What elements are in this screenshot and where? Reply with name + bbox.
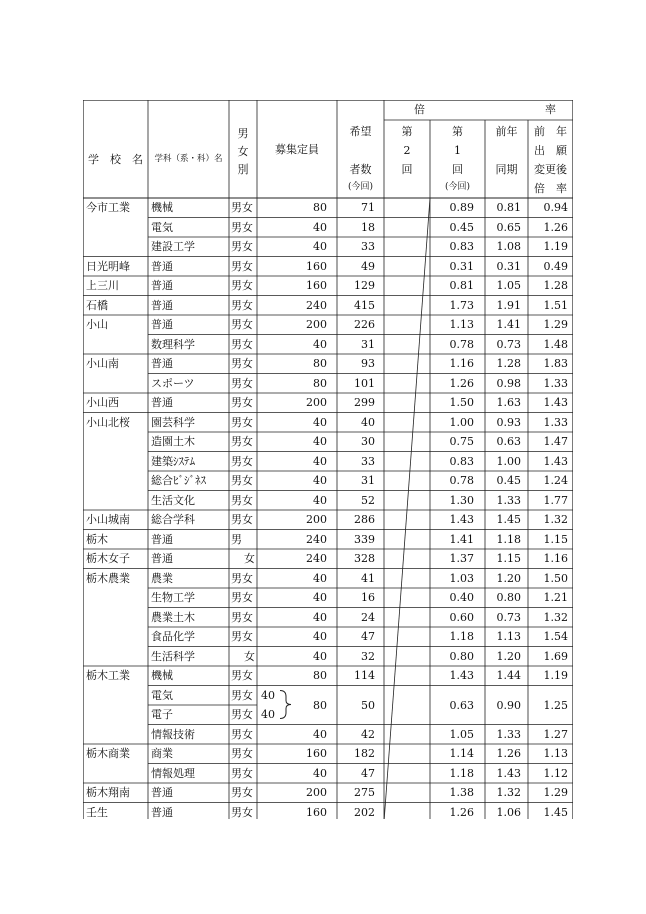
school-name: 小山南 bbox=[86, 357, 119, 370]
department-name: 普通 bbox=[151, 532, 173, 546]
round1-ratio-cell: 1.13 bbox=[449, 318, 474, 331]
prev-year-ratio-cell: 1.26 bbox=[496, 747, 521, 760]
round1-ratio-cell: 1.50 bbox=[449, 396, 474, 409]
sex-cell: 男女 bbox=[231, 688, 253, 702]
department-name: 商業 bbox=[151, 747, 173, 760]
quota-cell: 80 bbox=[313, 669, 327, 682]
department-name: 普通 bbox=[151, 259, 173, 273]
applicants-cell: 202 bbox=[354, 805, 375, 819]
sex-cell: 男女 bbox=[231, 591, 253, 604]
department-name: 農業土木 bbox=[151, 610, 195, 624]
department-name: 建築ｼｽﾃﾑ bbox=[151, 454, 195, 468]
round1-ratio-cell: 1.38 bbox=[449, 786, 474, 799]
sex-cell: 男女 bbox=[231, 415, 253, 429]
header-quota: 募集定員 bbox=[275, 143, 319, 156]
department-name: 普通 bbox=[151, 786, 173, 799]
final-ratio-cell: 1.13 bbox=[543, 747, 568, 760]
applicants-merged-cell: 50 bbox=[361, 699, 375, 712]
department-name: 総合学科 bbox=[151, 513, 195, 526]
header-ratio-right: 率 bbox=[545, 103, 556, 116]
round2-diagonal-line bbox=[384, 198, 430, 819]
round1-ratio-cell: 0.89 bbox=[449, 201, 474, 214]
quota-cell: 200 bbox=[306, 513, 327, 526]
final-ratio-cell: 1.12 bbox=[543, 766, 568, 780]
applicants-cell: 16 bbox=[361, 591, 375, 604]
final-ratio-cell: 1.16 bbox=[543, 552, 568, 565]
applicants-cell: 47 bbox=[361, 766, 375, 780]
header-round1-3: 回 bbox=[452, 163, 463, 176]
quota-cell: 40 bbox=[313, 493, 327, 507]
final-ratio-cell: 1.77 bbox=[543, 493, 568, 507]
applicants-cell: 129 bbox=[354, 279, 375, 292]
prev-year-ratio-cell: 1.05 bbox=[496, 279, 521, 292]
sex-cell: 男女 bbox=[231, 337, 253, 351]
school-name: 今市工業 bbox=[86, 201, 130, 214]
round1-ratio-cell: 1.05 bbox=[449, 727, 474, 741]
department-name: 普通 bbox=[151, 357, 173, 370]
final-ratio-cell: 1.32 bbox=[543, 513, 568, 526]
department-name: 造園土木 bbox=[151, 435, 195, 448]
applicants-cell: 328 bbox=[354, 552, 375, 565]
applicants-cell: 101 bbox=[354, 376, 375, 390]
quota-cell: 40 bbox=[313, 610, 327, 624]
final-ratio-cell: 1.32 bbox=[543, 610, 568, 624]
applicants-cell: 286 bbox=[354, 513, 375, 526]
quota-sub-cell: 40 bbox=[261, 708, 275, 721]
final-ratio-cell: 1.24 bbox=[543, 474, 568, 487]
department-name: 普通 bbox=[151, 805, 173, 819]
header-applicants-2: 者数 bbox=[349, 163, 372, 176]
school-name: 栃木工業 bbox=[86, 669, 130, 682]
quota-cell: 40 bbox=[313, 220, 327, 234]
prev-year-ratio-cell: 1.43 bbox=[496, 766, 521, 780]
quota-cell: 40 bbox=[313, 415, 327, 429]
applicants-cell: 415 bbox=[354, 298, 375, 312]
department-name: 普通 bbox=[151, 298, 173, 312]
quota-cell: 240 bbox=[306, 552, 327, 565]
prev-year-merged-cell: 0.90 bbox=[496, 699, 521, 712]
header-round2-3: 回 bbox=[401, 163, 413, 176]
applicants-cell: 40 bbox=[361, 415, 375, 429]
header-prev-1: 前年 bbox=[495, 125, 518, 138]
prev-year-ratio-cell: 0.81 bbox=[496, 201, 521, 214]
header-sex-3: 別 bbox=[237, 163, 249, 176]
prev-year-ratio-cell: 0.65 bbox=[496, 220, 521, 234]
sex-cell: 男女 bbox=[231, 298, 253, 312]
final-ratio-cell: 1.29 bbox=[543, 318, 568, 331]
applicants-cell: 32 bbox=[361, 649, 375, 663]
quota-cell: 160 bbox=[306, 805, 327, 819]
header-ratio-left: 倍 bbox=[414, 103, 425, 116]
header-round1-1: 第 bbox=[452, 125, 463, 138]
round1-ratio-cell: 1.18 bbox=[449, 766, 474, 780]
final-ratio-cell: 1.45 bbox=[543, 805, 568, 819]
round1-ratio-cell: 0.31 bbox=[449, 259, 474, 273]
round1-ratio-cell: 0.83 bbox=[449, 240, 474, 253]
quota-cell: 240 bbox=[306, 298, 327, 312]
applicants-cell: 33 bbox=[361, 454, 375, 468]
prev-year-ratio-cell: 1.45 bbox=[496, 513, 521, 526]
header-sex-2: 女 bbox=[237, 145, 249, 158]
round1-ratio-cell: 1.26 bbox=[449, 376, 474, 390]
quota-cell: 40 bbox=[313, 435, 327, 448]
department-name: 電子 bbox=[151, 708, 173, 721]
school-name: 栃木農業 bbox=[86, 571, 130, 585]
prev-year-ratio-cell: 1.06 bbox=[496, 805, 521, 819]
prev-year-ratio-cell: 1.33 bbox=[496, 727, 521, 741]
applicants-cell: 339 bbox=[354, 532, 375, 546]
quota-cell: 40 bbox=[313, 454, 327, 468]
header-department: 学科（系・科）名 bbox=[154, 154, 223, 164]
round1-ratio-cell: 0.83 bbox=[449, 454, 474, 468]
prev-year-ratio-cell: 0.93 bbox=[496, 415, 521, 429]
applicants-cell: 31 bbox=[361, 337, 375, 351]
round1-ratio-cell: 0.80 bbox=[449, 649, 474, 663]
round1-ratio-cell: 0.78 bbox=[449, 474, 474, 487]
final-ratio-cell: 1.47 bbox=[543, 435, 568, 448]
applicants-cell: 275 bbox=[354, 786, 375, 799]
prev-year-ratio-cell: 1.15 bbox=[496, 552, 521, 565]
prev-year-ratio-cell: 1.41 bbox=[496, 318, 521, 331]
final-ratio-cell: 1.19 bbox=[543, 240, 568, 253]
header-final-3: 変更後 bbox=[534, 163, 567, 176]
final-ratio-cell: 1.69 bbox=[543, 649, 568, 663]
admission-ratio-table bbox=[83, 100, 573, 819]
department-name: 普通 bbox=[151, 279, 173, 292]
header-school: 学 校 名 bbox=[88, 153, 143, 166]
prev-year-ratio-cell: 1.00 bbox=[496, 454, 521, 468]
school-name: 小山北桜 bbox=[86, 415, 130, 429]
applicants-cell: 93 bbox=[361, 357, 375, 370]
final-ratio-cell: 1.50 bbox=[543, 571, 568, 585]
applicants-cell: 49 bbox=[361, 259, 375, 273]
department-name: 農業 bbox=[151, 571, 173, 585]
prev-year-ratio-cell: 1.13 bbox=[496, 630, 521, 643]
quota-cell: 80 bbox=[313, 201, 327, 214]
round1-ratio-cell: 1.43 bbox=[449, 669, 474, 682]
applicants-cell: 18 bbox=[361, 220, 375, 234]
quota-sub-cell: 40 bbox=[261, 688, 275, 702]
prev-year-ratio-cell: 0.63 bbox=[496, 435, 521, 448]
round1-ratio-cell: 0.78 bbox=[449, 337, 474, 351]
quota-cell: 160 bbox=[306, 747, 327, 760]
round1-ratio-cell: 1.37 bbox=[449, 552, 474, 565]
sex-cell: 男女 bbox=[231, 630, 253, 643]
sex-cell: 女 bbox=[244, 552, 255, 565]
department-name: 普通 bbox=[151, 396, 173, 409]
round1-ratio-cell: 1.43 bbox=[449, 513, 474, 526]
sex-cell: 男 bbox=[231, 532, 242, 546]
quota-cell: 200 bbox=[306, 318, 327, 331]
school-name: 日光明峰 bbox=[86, 259, 130, 273]
quota-cell: 80 bbox=[313, 357, 327, 370]
sex-cell: 女 bbox=[244, 649, 255, 663]
department-name: 生物工学 bbox=[151, 591, 195, 604]
applicants-cell: 31 bbox=[361, 474, 375, 487]
department-name: 普通 bbox=[151, 552, 173, 565]
department-name: 電気 bbox=[151, 688, 173, 702]
final-ratio-cell: 1.33 bbox=[543, 415, 568, 429]
department-name: 電気 bbox=[151, 220, 173, 234]
final-merged-cell: 1.25 bbox=[543, 699, 568, 712]
prev-year-ratio-cell: 1.28 bbox=[496, 357, 521, 370]
quota-cell: 200 bbox=[306, 396, 327, 409]
sex-cell: 男女 bbox=[231, 474, 253, 487]
header-final-1: 前 年 bbox=[534, 125, 567, 138]
round1-ratio-cell: 1.30 bbox=[449, 493, 474, 507]
header-prev-2: 同期 bbox=[495, 163, 518, 176]
quota-cell: 40 bbox=[313, 766, 327, 780]
final-ratio-cell: 1.43 bbox=[543, 396, 568, 409]
department-name: 食品化学 bbox=[151, 630, 195, 643]
sex-cell: 男女 bbox=[231, 376, 253, 390]
school-name: 栃木 bbox=[86, 532, 108, 546]
quota-cell: 40 bbox=[313, 571, 327, 585]
department-name: 情報処理 bbox=[151, 766, 195, 780]
final-ratio-cell: 1.48 bbox=[543, 337, 568, 351]
department-name: 機械 bbox=[151, 201, 173, 214]
final-ratio-cell: 1.51 bbox=[543, 298, 568, 312]
applicants-cell: 33 bbox=[361, 240, 375, 253]
sex-cell: 男女 bbox=[231, 396, 253, 409]
final-ratio-cell: 1.19 bbox=[543, 669, 568, 682]
final-ratio-cell: 0.49 bbox=[543, 259, 568, 273]
applicants-cell: 226 bbox=[354, 318, 375, 331]
round1-ratio-cell: 0.40 bbox=[449, 591, 474, 604]
round1-ratio-cell: 1.73 bbox=[449, 298, 474, 312]
department-name: 生活科学 bbox=[151, 649, 195, 663]
sex-cell: 男女 bbox=[231, 454, 253, 468]
applicants-cell: 52 bbox=[361, 493, 375, 507]
final-ratio-cell: 1.43 bbox=[543, 454, 568, 468]
prev-year-ratio-cell: 0.98 bbox=[496, 376, 521, 390]
final-ratio-cell: 1.27 bbox=[543, 727, 568, 741]
prev-year-ratio-cell: 1.08 bbox=[496, 240, 521, 253]
quota-cell: 40 bbox=[313, 474, 327, 487]
header-round1-4: (今回) bbox=[444, 182, 471, 192]
round1-ratio-cell: 1.18 bbox=[449, 630, 474, 643]
department-name: 数理科学 bbox=[151, 337, 195, 351]
quota-cell: 40 bbox=[313, 337, 327, 351]
sex-cell: 男女 bbox=[231, 708, 253, 721]
final-ratio-cell: 1.54 bbox=[543, 630, 568, 643]
applicants-cell: 30 bbox=[361, 435, 375, 448]
school-name: 小山城南 bbox=[86, 513, 130, 526]
quota-cell: 40 bbox=[313, 727, 327, 741]
prev-year-ratio-cell: 0.80 bbox=[496, 591, 521, 604]
prev-year-ratio-cell: 1.20 bbox=[496, 649, 521, 663]
final-ratio-cell: 1.21 bbox=[543, 591, 568, 604]
final-ratio-cell: 1.83 bbox=[543, 357, 568, 370]
sex-cell: 男女 bbox=[231, 747, 253, 760]
department-name: 普通 bbox=[151, 318, 173, 331]
round1-ratio-cell: 1.14 bbox=[449, 747, 474, 760]
sex-cell: 男女 bbox=[231, 766, 253, 780]
sex-cell: 男女 bbox=[231, 279, 253, 292]
prev-year-ratio-cell: 0.45 bbox=[496, 474, 521, 487]
sex-cell: 男女 bbox=[231, 493, 253, 507]
final-ratio-cell: 1.33 bbox=[543, 376, 568, 390]
sex-cell: 男女 bbox=[231, 610, 253, 624]
applicants-cell: 24 bbox=[361, 610, 375, 624]
prev-year-ratio-cell: 1.63 bbox=[496, 396, 521, 409]
sex-cell: 男女 bbox=[231, 513, 253, 526]
final-ratio-cell: 1.28 bbox=[543, 279, 568, 292]
sex-cell: 男女 bbox=[231, 727, 253, 741]
quota-cell: 160 bbox=[306, 279, 327, 292]
round1-merged-cell: 0.63 bbox=[449, 699, 474, 712]
prev-year-ratio-cell: 1.44 bbox=[496, 669, 521, 682]
header-applicants-1: 希望 bbox=[349, 125, 372, 138]
department-name: 園芸科学 bbox=[151, 415, 195, 429]
round1-ratio-cell: 1.41 bbox=[449, 532, 474, 546]
final-ratio-cell: 1.26 bbox=[543, 220, 568, 234]
header-final-4: 倍 率 bbox=[534, 182, 567, 195]
school-name: 栃木商業 bbox=[86, 747, 130, 760]
sex-cell: 男女 bbox=[231, 669, 253, 682]
round1-ratio-cell: 1.00 bbox=[449, 415, 474, 429]
sex-cell: 男女 bbox=[231, 240, 253, 253]
department-name: 建設工学 bbox=[151, 240, 195, 253]
prev-year-ratio-cell: 0.73 bbox=[496, 610, 521, 624]
prev-year-ratio-cell: 1.32 bbox=[496, 786, 521, 799]
school-name: 小山西 bbox=[86, 396, 119, 409]
applicants-cell: 47 bbox=[361, 630, 375, 643]
final-ratio-cell: 1.29 bbox=[543, 786, 568, 799]
round1-ratio-cell: 1.26 bbox=[449, 805, 474, 819]
prev-year-ratio-cell: 1.33 bbox=[496, 493, 521, 507]
applicants-cell: 114 bbox=[354, 669, 375, 682]
sex-cell: 男女 bbox=[231, 805, 253, 819]
header-round2-2: 2 bbox=[403, 144, 411, 157]
sex-cell: 男女 bbox=[231, 357, 253, 370]
header-sex-1: 男 bbox=[237, 127, 249, 140]
prev-year-ratio-cell: 1.91 bbox=[496, 298, 521, 312]
department-name: 情報技術 bbox=[151, 727, 195, 741]
header-final-2: 出 願 bbox=[534, 144, 567, 157]
sex-cell: 男女 bbox=[231, 571, 253, 585]
prev-year-ratio-cell: 1.18 bbox=[496, 532, 521, 546]
department-name: 総合ﾋﾞｼﾞﾈｽ bbox=[151, 474, 206, 487]
header-round2-1: 第 bbox=[401, 125, 413, 138]
header-applicants-3: (今回) bbox=[347, 182, 374, 192]
school-name: 壬生 bbox=[86, 805, 108, 819]
sex-cell: 男女 bbox=[231, 220, 253, 234]
quota-cell: 40 bbox=[313, 630, 327, 643]
prev-year-ratio-cell: 0.73 bbox=[496, 337, 521, 351]
round1-ratio-cell: 0.45 bbox=[449, 220, 474, 234]
applicants-cell: 182 bbox=[354, 747, 375, 760]
quota-cell: 40 bbox=[313, 591, 327, 604]
department-name: スポーツ bbox=[151, 376, 195, 390]
school-name: 上三川 bbox=[86, 279, 119, 292]
round1-ratio-cell: 1.16 bbox=[449, 357, 474, 370]
prev-year-ratio-cell: 1.20 bbox=[496, 571, 521, 585]
prev-year-ratio-cell: 0.31 bbox=[496, 259, 521, 273]
round1-ratio-cell: 1.03 bbox=[449, 571, 474, 585]
department-name: 機械 bbox=[151, 669, 173, 682]
quota-cell: 160 bbox=[306, 259, 327, 273]
school-name: 栃木女子 bbox=[86, 552, 130, 565]
quota-merged-cell: 80 bbox=[313, 699, 327, 712]
applicants-cell: 42 bbox=[361, 727, 375, 741]
school-name: 石橋 bbox=[86, 298, 108, 312]
school-name: 小山 bbox=[86, 318, 108, 331]
header-round1-2: 1 bbox=[454, 144, 461, 157]
quota-cell: 240 bbox=[306, 532, 327, 546]
final-ratio-cell: 1.15 bbox=[543, 532, 568, 546]
sex-cell: 男女 bbox=[231, 201, 253, 214]
sex-cell: 男女 bbox=[231, 318, 253, 331]
quota-cell: 40 bbox=[313, 240, 327, 253]
sex-cell: 男女 bbox=[231, 259, 253, 273]
applicants-cell: 71 bbox=[361, 201, 375, 214]
quota-cell: 80 bbox=[313, 376, 327, 390]
final-ratio-cell: 0.94 bbox=[543, 201, 568, 214]
sex-cell: 男女 bbox=[231, 435, 253, 448]
school-name: 栃木翔南 bbox=[86, 786, 130, 799]
sex-cell: 男女 bbox=[231, 786, 253, 799]
applicants-cell: 41 bbox=[361, 571, 375, 585]
round1-ratio-cell: 0.60 bbox=[449, 610, 474, 624]
quota-cell: 200 bbox=[306, 786, 327, 799]
quota-cell: 40 bbox=[313, 649, 327, 663]
round1-ratio-cell: 0.75 bbox=[449, 435, 474, 448]
applicants-cell: 299 bbox=[354, 396, 375, 409]
round1-ratio-cell: 0.81 bbox=[449, 279, 474, 292]
department-name: 生活文化 bbox=[151, 493, 195, 507]
